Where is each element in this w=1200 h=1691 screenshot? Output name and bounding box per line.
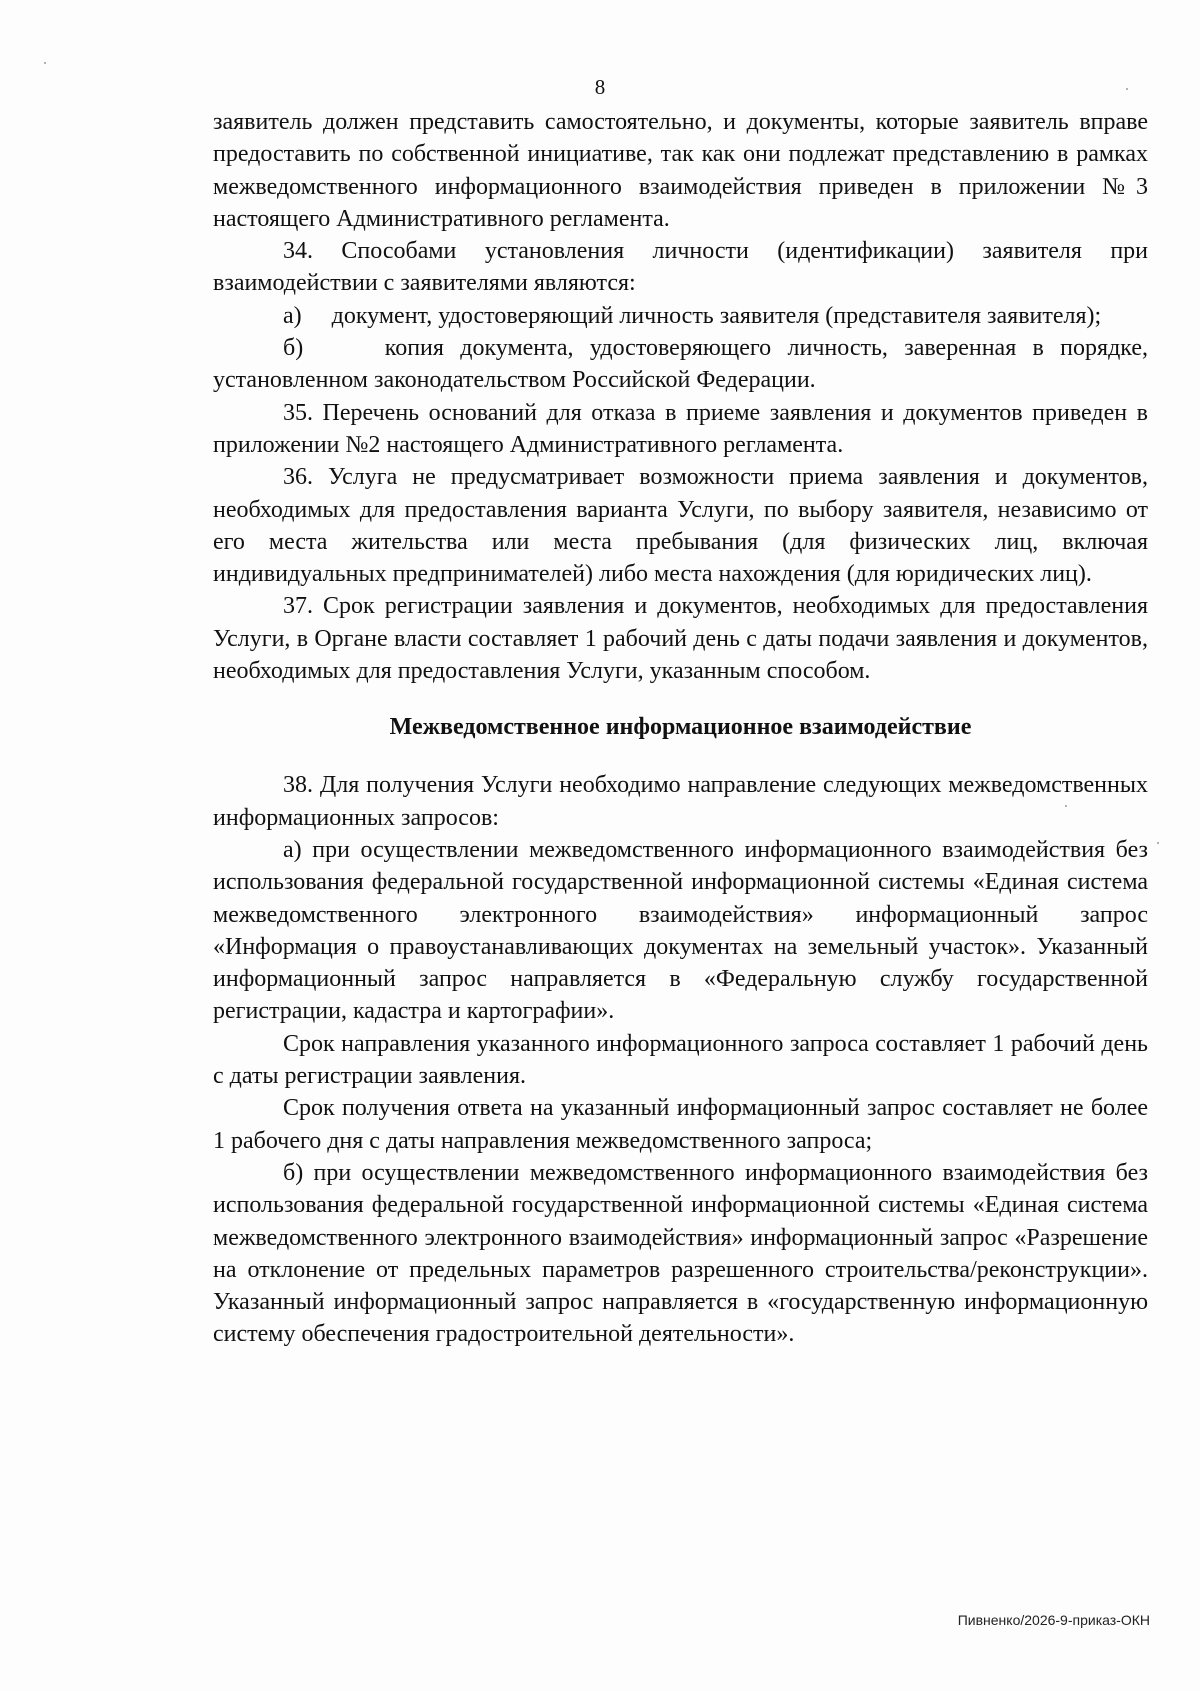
section-heading: Межведомственное информационное взаимодействие: [389, 714, 972, 741]
paragraph-35: 35. Перечень оснований для отказа в приеме заявления и документов приведен в приложении №2 настоящего Административного регламента.: [213, 399, 1148, 458]
paragraph-38: 38. Для получения Услуги необходимо направление следующих межведомственных информационных запросов:: [213, 772, 1148, 831]
paragraph-38-b: б) при осуществлении межведомственного информационного взаимодействия без использования федеральной государственной информационной системы «Единая система межведомственного электронного взаимодействия» информационный запрос «Разрешение на отклонение от предельных параметров разрешенного строительства/реконструкции». Указанный информационный запрос направляется в «государственную информационную систему обеспечения градостроительной деятельности».: [213, 1159, 1148, 1348]
page-number: 8: [594, 75, 606, 99]
paragraph-34-a: а) документ, удостоверяющий личность заявителя (представителя заявителя);: [283, 302, 1102, 329]
document-body: [213, 106, 1148, 1351]
paragraph-response-term: Срок получения ответа на указанный информационный запрос составляет не более 1 рабочего дня с даты направления межведомственного запроса;: [213, 1095, 1148, 1154]
paragraph-34: 34. Способами установления личности (идентификации) заявителя при взаимодействии с заявителями являются:: [213, 238, 1148, 297]
scan-speck: [44, 62, 46, 64]
document-reference-code: Пивненко/2026-9-приказ-ОКН: [957, 1612, 1150, 1628]
scan-speck: [1157, 842, 1159, 844]
paragraph-37: 37. Срок регистрации заявления и документов, необходимых для предоставления Услуги, в Органе власти составляет 1 рабочий день с даты подачи заявления и документов, необходимых для предоставления Услуги, указанным способом.: [213, 593, 1148, 685]
paragraph-38-a: а) при осуществлении межведомственного информационного взаимодействия без использования федеральной государственной информационной системы «Единая система межведомственного электронного взаимодействия» информационный запрос «Информация о правоустанавливающих документах на земельный участок». Указанный информационный запрос направляется в «Федеральную службу государственной регистрации, кадастра и картографии».: [213, 836, 1148, 1025]
paragraph-36: 36. Услуга не предусматривает возможности приема заявления и документов, необходимых для предоставления варианта Услуги, по выбору заявителя, независимо от его места жительства или места пребывания (для физических лиц, включая индивидуальных предпринимателей) либо места нахождения (для юридических лиц).: [213, 464, 1148, 588]
paragraph-34-b: б) копия документа, удостоверяющего личность, заверенная в порядке, установленном законодательством Российской Федерации.: [213, 335, 1148, 394]
paragraph-continuation: заявитель должен представить самостоятельно, и документы, которые заявитель вправе предоставить по собственной инициативе, так как они подлежат представлению в рамках межведомственного информационного взаимодействия приведен в приложении №3 настоящего Административного регламента.: [213, 109, 1148, 232]
paragraph-request-send-term: Срок направления указанного информационного запроса составляет 1 рабочий день с даты регистрации заявления.: [213, 1030, 1148, 1090]
